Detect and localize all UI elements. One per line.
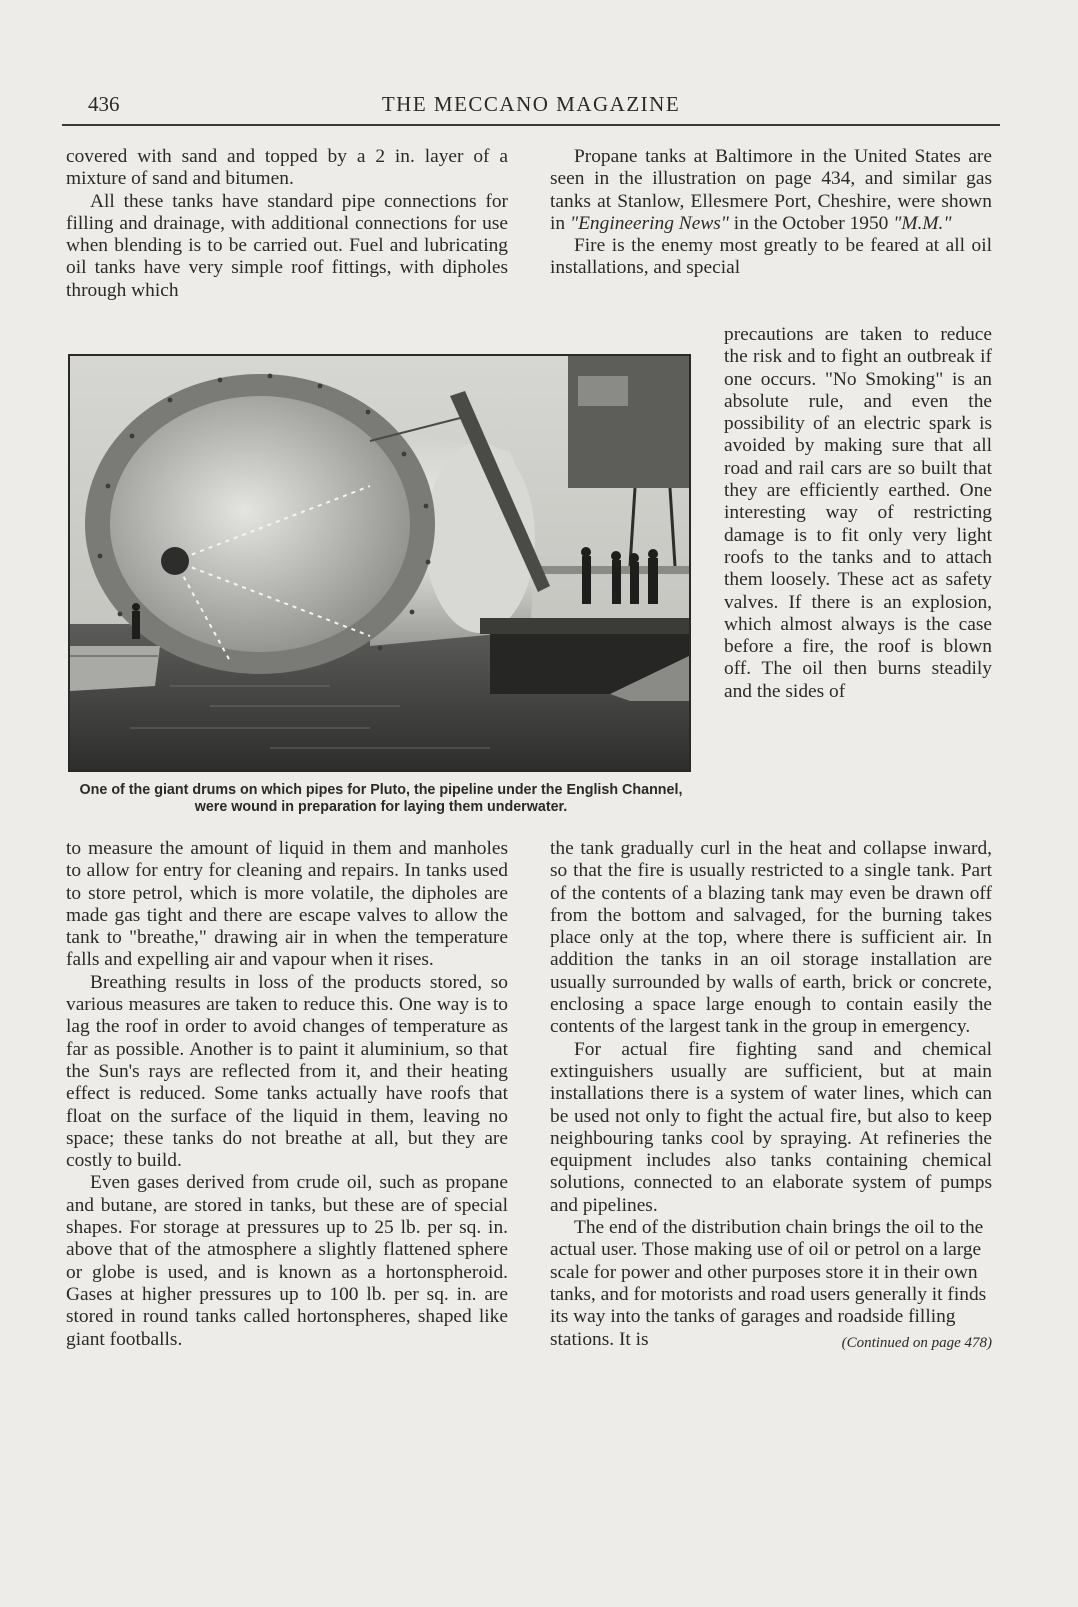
right-column-wrap [724, 324, 992, 703]
header-rule [62, 124, 1000, 126]
right-column-bottom [550, 838, 992, 1354]
drum-photo-illustration [70, 356, 689, 770]
paragraph: covered with sand and topped by a 2 in. layer of a mixture of sand and bitumen. [66, 146, 508, 190]
right-column-top [550, 146, 992, 280]
left-column-bottom [66, 838, 508, 1351]
magazine-title: THE MECCANO MAGAZINE [381, 92, 681, 116]
photo-caption: One of the giant drums on which pipes for Pluto, the pipeline under the English Channel, were wound in preparation for laying them underwater. [79, 782, 683, 815]
continued-note: (Continued on page 478) [841, 1334, 992, 1351]
page-header [62, 92, 1000, 122]
page-number: 436 [88, 92, 120, 116]
pluto-drum-photo [68, 354, 691, 772]
paragraph: For actual fire fighting sand and chemical extinguishers usually are sufficient, but at main installations there is a system of water lines, which can be used not only to fight the actual fire, but also to keep neighbouring tanks cool by spraying. At refineries the equipment includes also tanks containing chemical solutions, connected to an elaborate system of pumps and pipelines. [550, 1038, 992, 1216]
paragraph: to measure the amount of liquid in them and manholes to allow for entry for cleaning and repairs. In tanks used to store petrol, which is more volatile, the dipholes are made gas tight and there are escape valves to allow the tank to "breathe," drawing air in when the temperature falls and expelling air and vapour when it rises. [66, 838, 508, 971]
paragraph: Propane tanks at Baltimore in the United States are seen in the illustration on page 434, and similar gas tanks at Stanlow, Ellesmere Port, Cheshire, were shown in "Engineering News" in the October 1950 "M.M." [550, 146, 992, 234]
paragraph: Even gases derived from crude oil, such as propane and butane, are stored in tanks, but these are of special shapes. For storage at pressures up to 25 lb. per sq. in. above that of the atmosphere a slightly flattened sphere or globe is used, and is known as a hortonspheroid. Gases at higher pressures up to 100 lb. per sq. in. are stored in round tanks called hortonspheres, shaped like giant footballs. [66, 1172, 508, 1350]
italic-abbrev: "M.M." [893, 212, 952, 234]
paragraph: Fire is the enemy most greatly to be feared at all oil installations, and special [550, 235, 992, 279]
italic-title: "Engineering News" [569, 212, 729, 234]
paragraph: The end of the distribution chain brings the oil to the actual user. Those making use of oil or petrol on a large scale for power and other purposes store it in their own tanks, and for motorists and road users generally it finds its way into the tanks of garages and roadside filling stations. It is (Continued on page 478) [550, 1217, 992, 1351]
paragraph: precautions are taken to reduce the risk and to fight an outbreak if one occurs. "No Smoking" is an absolute rule, and even the possibility of an electric spark is avoided by making sure that all road and rail cars are so built that they are efficiently earthed. One interesting way of restricting damage is to fit only very light roofs to the tanks and to attach them loosely. These act as safety valves. If there is an explosion, which almost always is the case before a fire, the roof is blown off. The oil then burns steadily and the sides of [724, 324, 992, 702]
left-column-top [66, 146, 508, 302]
paragraph: Breathing results in loss of the products stored, so various measures are taken to reduce this. One way is to lag the roof in order to avoid changes of temperature as far as possible. Another is to paint it aluminium, so that the Sun's rays are reflected from it, and their heating effect is reduced. Some tanks actually have roofs that float on the surface of the liquid in them, leaving no space; these tanks do not breathe at all, but they are costly to build. [66, 971, 508, 1172]
paragraph: All these tanks have standard pipe connections for filling and drainage, with additional connections for use when blending is to be carried out. Fuel and lubricating oil tanks have very simple roof fittings, with dipholes through which [66, 190, 508, 301]
paragraph: the tank gradually curl in the heat and collapse inward, so that the fire is usually restricted to a single tank. Part of the contents of a blazing tank may even be drawn off from the bottom and salvaged, for the burning takes place only at the top, where there is sufficient air. In addition the tanks in an oil storage installation are usually surrounded by walls of earth, brick or concrete, enclosing a space large enough to contain easily the contents of the largest tank in the group in emergency. [550, 838, 992, 1038]
